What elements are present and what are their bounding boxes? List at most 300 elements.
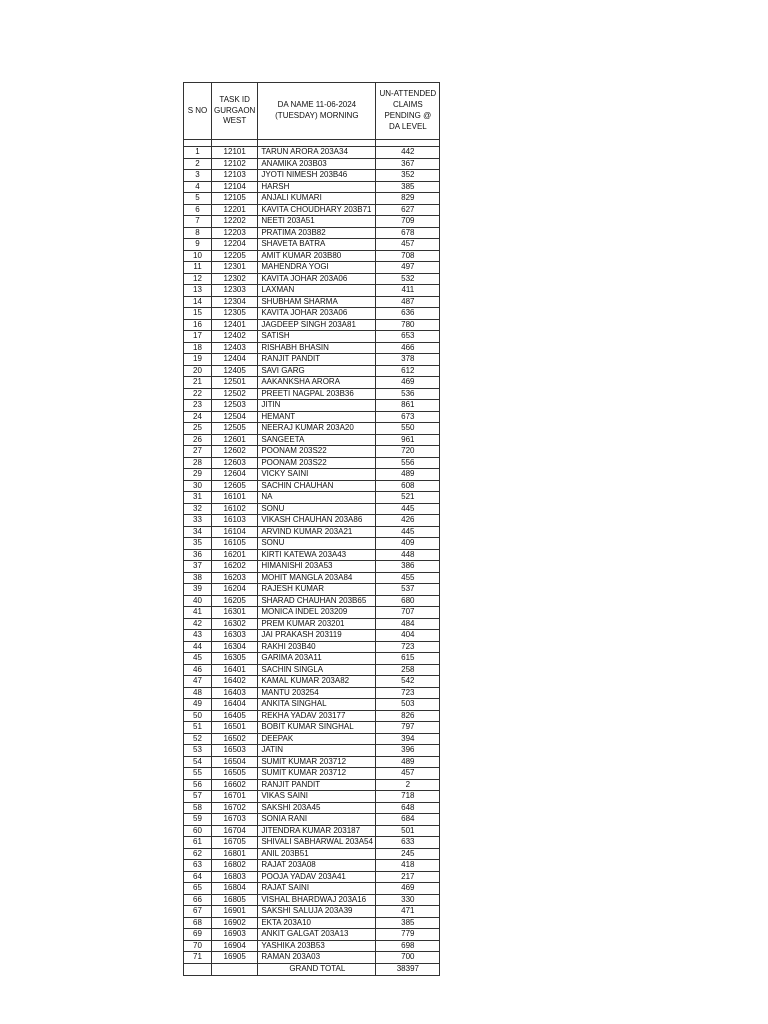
task-id-cell: 16203 (212, 572, 258, 584)
da-name-cell: SHAVETA BATRA (258, 239, 376, 251)
da-name-cell: BOBIT KUMAR SINGHAL (258, 722, 376, 734)
table-row (184, 377, 440, 389)
task-id-cell: 12201 (212, 204, 258, 216)
claims-cell: 707 (376, 607, 440, 619)
claims-cell: 457 (376, 239, 440, 251)
claims-cell: 330 (376, 894, 440, 906)
table-row (184, 216, 440, 228)
da-name-cell: RAJAT SAINI (258, 883, 376, 895)
da-name-cell: POOJA YADAV 203A41 (258, 871, 376, 883)
task-id-cell: 12101 (212, 147, 258, 159)
table-row (184, 526, 440, 538)
sno-cell: 11 (184, 262, 212, 274)
da-name-cell: SANGEETA (258, 434, 376, 446)
table-row (184, 204, 440, 216)
claims-cell: 673 (376, 411, 440, 423)
sno-cell: 68 (184, 917, 212, 929)
task-id-cell: 16103 (212, 515, 258, 527)
task-id-cell: 16405 (212, 710, 258, 722)
claims-cell: 367 (376, 158, 440, 170)
task-id-cell: 16705 (212, 837, 258, 849)
sno-cell: 58 (184, 802, 212, 814)
sno-cell: 54 (184, 756, 212, 768)
claims-cell: 497 (376, 262, 440, 274)
claims-cell: 448 (376, 549, 440, 561)
claims-cell: 445 (376, 503, 440, 515)
task-id-cell: 12104 (212, 181, 258, 193)
table-row (184, 860, 440, 872)
task-id-cell: 16204 (212, 584, 258, 596)
task-id-cell: 12603 (212, 457, 258, 469)
da-name-cell: JITENDRA KUMAR 203187 (258, 825, 376, 837)
sno-cell: 60 (184, 825, 212, 837)
spacer-cell (376, 140, 440, 147)
sno-cell: 47 (184, 676, 212, 688)
task-id-cell: 16504 (212, 756, 258, 768)
claims-cell: 396 (376, 745, 440, 757)
task-id-cell: 12504 (212, 411, 258, 423)
claims-cell: 385 (376, 917, 440, 929)
da-name-cell: VIKAS SAINI (258, 791, 376, 803)
table-row (184, 227, 440, 239)
sno-cell: 25 (184, 423, 212, 435)
sno-cell: 34 (184, 526, 212, 538)
sno-cell: 30 (184, 480, 212, 492)
da-name-cell: KAMAL KUMAR 203A82 (258, 676, 376, 688)
da-name-cell: LAXMAN (258, 285, 376, 297)
header-da-name: DA NAME 11-06-2024 (TUESDAY) MORNING (258, 83, 376, 140)
table-row (184, 745, 440, 757)
sno-cell: 2 (184, 158, 212, 170)
sno-cell: 32 (184, 503, 212, 515)
task-id-cell: 16903 (212, 929, 258, 941)
task-id-cell: 16602 (212, 779, 258, 791)
table-row (184, 814, 440, 826)
sno-cell: 20 (184, 365, 212, 377)
table-row (184, 802, 440, 814)
table-row (184, 434, 440, 446)
da-name-cell: SATISH (258, 331, 376, 343)
da-name-cell: SAVI GARG (258, 365, 376, 377)
task-id-cell: 16301 (212, 607, 258, 619)
claims-cell: 532 (376, 273, 440, 285)
sno-cell: 28 (184, 457, 212, 469)
claims-cell: 489 (376, 756, 440, 768)
task-id-cell: 16105 (212, 538, 258, 550)
da-name-cell: POONAM 203S22 (258, 457, 376, 469)
da-name-cell: REKHA YADAV 203177 (258, 710, 376, 722)
task-id-cell: 12102 (212, 158, 258, 170)
table-row (184, 676, 440, 688)
table-row (184, 262, 440, 274)
task-id-cell: 16902 (212, 917, 258, 929)
da-name-cell: ANIL 203B51 (258, 848, 376, 860)
task-id-cell: 12402 (212, 331, 258, 343)
da-name-cell: ANKIT GALGAT 203A13 (258, 929, 376, 941)
task-id-cell: 16201 (212, 549, 258, 561)
claims-cell: 466 (376, 342, 440, 354)
table-row (184, 664, 440, 676)
sno-cell: 39 (184, 584, 212, 596)
da-name-cell: MOHIT MANGLA 203A84 (258, 572, 376, 584)
task-id-cell: 12605 (212, 480, 258, 492)
task-id-cell: 12202 (212, 216, 258, 228)
da-name-cell: VICKY SAINI (258, 469, 376, 481)
claims-cell: 258 (376, 664, 440, 676)
task-id-cell: 12301 (212, 262, 258, 274)
claims-cell: 489 (376, 469, 440, 481)
da-name-cell: SHIVALI SABHARWAL 203A54 (258, 837, 376, 849)
claims-cell: 826 (376, 710, 440, 722)
sno-cell: 33 (184, 515, 212, 527)
da-name-cell: MONICA INDEL 203209 (258, 607, 376, 619)
total-empty-cell (212, 963, 258, 975)
table-row (184, 193, 440, 205)
table-row (184, 285, 440, 297)
da-name-cell: YASHIKA 203B53 (258, 940, 376, 952)
table-row (184, 250, 440, 262)
da-name-cell: SHUBHAM SHARMA (258, 296, 376, 308)
claims-cell: 829 (376, 193, 440, 205)
table-row (184, 952, 440, 964)
table-row (184, 791, 440, 803)
da-name-cell: JAGDEEP SINGH 203A81 (258, 319, 376, 331)
spacer-cell (212, 140, 258, 147)
spacer-row (184, 140, 440, 147)
claims-cell: 352 (376, 170, 440, 182)
task-id-cell: 16302 (212, 618, 258, 630)
sno-cell: 69 (184, 929, 212, 941)
da-name-cell: KAVITA CHOUDHARY 203B71 (258, 204, 376, 216)
task-id-cell: 12404 (212, 354, 258, 366)
sno-cell: 22 (184, 388, 212, 400)
table-row (184, 446, 440, 458)
da-name-cell: PREETI NAGPAL 203B36 (258, 388, 376, 400)
table-row (184, 308, 440, 320)
task-id-cell: 16101 (212, 492, 258, 504)
table-row (184, 400, 440, 412)
da-name-cell: ANKITA SINGHAL (258, 699, 376, 711)
grand-total-label: GRAND TOTAL (258, 963, 376, 975)
da-name-cell: RISHABH BHASIN (258, 342, 376, 354)
task-id-cell: 16403 (212, 687, 258, 699)
task-id-cell: 12305 (212, 308, 258, 320)
sno-cell: 10 (184, 250, 212, 262)
task-id-cell: 16901 (212, 906, 258, 918)
sno-cell: 37 (184, 561, 212, 573)
task-id-cell: 16804 (212, 883, 258, 895)
sno-cell: 46 (184, 664, 212, 676)
table-row (184, 825, 440, 837)
task-id-cell: 12204 (212, 239, 258, 251)
da-name-cell: ANJALI KUMARI (258, 193, 376, 205)
task-id-cell: 12502 (212, 388, 258, 400)
task-id-cell: 12304 (212, 296, 258, 308)
task-id-cell: 16801 (212, 848, 258, 860)
claims-cell: 861 (376, 400, 440, 412)
claims-cell: 217 (376, 871, 440, 883)
task-id-cell: 16304 (212, 641, 258, 653)
da-name-cell: KIRTI KATEWA 203A43 (258, 549, 376, 561)
task-id-cell: 16501 (212, 722, 258, 734)
da-name-cell: RAKHI 203B40 (258, 641, 376, 653)
sno-cell: 36 (184, 549, 212, 561)
table-row (184, 906, 440, 918)
sno-cell: 43 (184, 630, 212, 642)
da-name-cell: POONAM 203S22 (258, 446, 376, 458)
claims-cell: 680 (376, 595, 440, 607)
task-id-cell: 16904 (212, 940, 258, 952)
claims-cell: 537 (376, 584, 440, 596)
task-id-cell: 12302 (212, 273, 258, 285)
table-row (184, 894, 440, 906)
sno-cell: 51 (184, 722, 212, 734)
claims-cell: 457 (376, 768, 440, 780)
sno-cell: 63 (184, 860, 212, 872)
da-name-cell: SUMIT KUMAR 203712 (258, 756, 376, 768)
sno-cell: 49 (184, 699, 212, 711)
claims-cell: 2 (376, 779, 440, 791)
task-id-cell: 16104 (212, 526, 258, 538)
grand-total-row (184, 963, 440, 975)
claims-cell: 709 (376, 216, 440, 228)
header-claims: UN-ATTENDED CLAIMS PENDING @ DA LEVEL (376, 83, 440, 140)
table-row (184, 365, 440, 377)
sno-cell: 17 (184, 331, 212, 343)
claims-cell: 633 (376, 837, 440, 849)
sno-cell: 50 (184, 710, 212, 722)
table-row (184, 883, 440, 895)
sno-cell: 56 (184, 779, 212, 791)
task-id-cell: 12303 (212, 285, 258, 297)
sno-cell: 18 (184, 342, 212, 354)
da-name-cell: SHARAD CHAUHAN 203B65 (258, 595, 376, 607)
table-row (184, 239, 440, 251)
claims-cell: 245 (376, 848, 440, 860)
table-row (184, 388, 440, 400)
table-row (184, 722, 440, 734)
claims-cell: 648 (376, 802, 440, 814)
sno-cell: 23 (184, 400, 212, 412)
table-row (184, 469, 440, 481)
table-row (184, 147, 440, 159)
table-row (184, 618, 440, 630)
claims-cell: 780 (376, 319, 440, 331)
da-name-cell: HARSH (258, 181, 376, 193)
claims-cell: 411 (376, 285, 440, 297)
sno-cell: 64 (184, 871, 212, 883)
da-name-cell: ANAMIKA 203B03 (258, 158, 376, 170)
claims-cell: 455 (376, 572, 440, 584)
sno-cell: 4 (184, 181, 212, 193)
table-row (184, 756, 440, 768)
sno-cell: 48 (184, 687, 212, 699)
table-row (184, 296, 440, 308)
task-id-cell: 16404 (212, 699, 258, 711)
table-row (184, 641, 440, 653)
claims-cell: 471 (376, 906, 440, 918)
da-name-cell: KAVITA JOHAR 203A06 (258, 273, 376, 285)
claims-cell: 445 (376, 526, 440, 538)
sno-cell: 7 (184, 216, 212, 228)
table-row (184, 779, 440, 791)
claims-cell: 418 (376, 860, 440, 872)
task-id-cell: 16701 (212, 791, 258, 803)
header-row (184, 83, 440, 140)
claims-cell: 501 (376, 825, 440, 837)
task-id-cell: 12604 (212, 469, 258, 481)
da-name-cell: DEEPAK (258, 733, 376, 745)
sno-cell: 35 (184, 538, 212, 550)
claims-cell: 723 (376, 687, 440, 699)
header-sno: S NO (184, 83, 212, 140)
da-name-cell: KAVITA JOHAR 203A06 (258, 308, 376, 320)
task-id-cell: 12401 (212, 319, 258, 331)
sno-cell: 66 (184, 894, 212, 906)
task-id-cell: 12205 (212, 250, 258, 262)
da-name-cell: RANJIT PANDIT (258, 779, 376, 791)
table-row (184, 940, 440, 952)
claims-cell: 615 (376, 653, 440, 665)
claims-cell: 698 (376, 940, 440, 952)
claims-cell: 797 (376, 722, 440, 734)
claims-cell: 723 (376, 641, 440, 653)
da-name-cell: SONU (258, 503, 376, 515)
da-name-cell: JATIN (258, 745, 376, 757)
da-name-cell: VIKASH CHAUHAN 203A86 (258, 515, 376, 527)
table-row (184, 929, 440, 941)
claims-table (183, 82, 440, 976)
sno-cell: 5 (184, 193, 212, 205)
sno-cell: 42 (184, 618, 212, 630)
table-row (184, 423, 440, 435)
task-id-cell: 16102 (212, 503, 258, 515)
claims-cell: 700 (376, 952, 440, 964)
sno-cell: 19 (184, 354, 212, 366)
sno-cell: 8 (184, 227, 212, 239)
table-row (184, 538, 440, 550)
table-row (184, 457, 440, 469)
table-row (184, 768, 440, 780)
da-name-cell: JITIN (258, 400, 376, 412)
task-id-cell: 16703 (212, 814, 258, 826)
claims-cell: 426 (376, 515, 440, 527)
sno-cell: 27 (184, 446, 212, 458)
da-name-cell: MANTU 203254 (258, 687, 376, 699)
claims-cell: 653 (376, 331, 440, 343)
da-name-cell: RAJESH KUMAR (258, 584, 376, 596)
task-id-cell: 12203 (212, 227, 258, 239)
sno-cell: 9 (184, 239, 212, 251)
task-id-cell: 12405 (212, 365, 258, 377)
table-row (184, 572, 440, 584)
claims-cell: 469 (376, 377, 440, 389)
claims-cell: 684 (376, 814, 440, 826)
sno-cell: 24 (184, 411, 212, 423)
claims-cell: 386 (376, 561, 440, 573)
table-row (184, 515, 440, 527)
claims-cell: 779 (376, 929, 440, 941)
task-id-cell: 12602 (212, 446, 258, 458)
claims-cell: 536 (376, 388, 440, 400)
da-name-cell: SONU (258, 538, 376, 550)
table-row (184, 319, 440, 331)
claims-cell: 636 (376, 308, 440, 320)
table-row (184, 607, 440, 619)
sno-cell: 1 (184, 147, 212, 159)
da-name-cell: TARUN ARORA 203A34 (258, 147, 376, 159)
sno-cell: 61 (184, 837, 212, 849)
da-name-cell: MAHENDRA YOGI (258, 262, 376, 274)
header-task-id: TASK ID GURGAON WEST (212, 83, 258, 140)
da-name-cell: AMIT KUMAR 203B80 (258, 250, 376, 262)
claims-cell: 961 (376, 434, 440, 446)
task-id-cell: 12501 (212, 377, 258, 389)
sno-cell: 52 (184, 733, 212, 745)
task-id-cell: 12103 (212, 170, 258, 182)
spacer-cell (184, 140, 212, 147)
claims-cell: 404 (376, 630, 440, 642)
task-id-cell: 16202 (212, 561, 258, 573)
sno-cell: 40 (184, 595, 212, 607)
sno-cell: 67 (184, 906, 212, 918)
task-id-cell: 12403 (212, 342, 258, 354)
total-empty-cell (184, 963, 212, 975)
table-row (184, 273, 440, 285)
sno-cell: 57 (184, 791, 212, 803)
claims-cell: 442 (376, 147, 440, 159)
task-id-cell: 12505 (212, 423, 258, 435)
da-name-cell: PREM KUMAR 203201 (258, 618, 376, 630)
da-name-cell: ARVIND KUMAR 203A21 (258, 526, 376, 538)
table-body (184, 140, 440, 964)
table-row (184, 871, 440, 883)
da-name-cell: NA (258, 492, 376, 504)
task-id-cell: 16305 (212, 653, 258, 665)
da-name-cell: EKTA 203A10 (258, 917, 376, 929)
table-row (184, 653, 440, 665)
task-id-cell: 16303 (212, 630, 258, 642)
claims-cell: 521 (376, 492, 440, 504)
da-name-cell: NEERAJ KUMAR 203A20 (258, 423, 376, 435)
sno-cell: 44 (184, 641, 212, 653)
claims-cell: 385 (376, 181, 440, 193)
table-row (184, 917, 440, 929)
task-id-cell: 12105 (212, 193, 258, 205)
sno-cell: 13 (184, 285, 212, 297)
task-id-cell: 16502 (212, 733, 258, 745)
claims-cell: 484 (376, 618, 440, 630)
sno-cell: 29 (184, 469, 212, 481)
task-id-cell: 16802 (212, 860, 258, 872)
table-row (184, 492, 440, 504)
task-id-cell: 16905 (212, 952, 258, 964)
claims-cell: 612 (376, 365, 440, 377)
sno-cell: 70 (184, 940, 212, 952)
claims-cell: 708 (376, 250, 440, 262)
claims-cell: 378 (376, 354, 440, 366)
sno-cell: 12 (184, 273, 212, 285)
task-id-cell: 16704 (212, 825, 258, 837)
spacer-cell (258, 140, 376, 147)
claims-cell: 503 (376, 699, 440, 711)
table-row (184, 411, 440, 423)
da-name-cell: SAKSHI SALUJA 203A39 (258, 906, 376, 918)
sno-cell: 38 (184, 572, 212, 584)
table-row (184, 837, 440, 849)
da-name-cell: HEMANT (258, 411, 376, 423)
claims-cell: 720 (376, 446, 440, 458)
